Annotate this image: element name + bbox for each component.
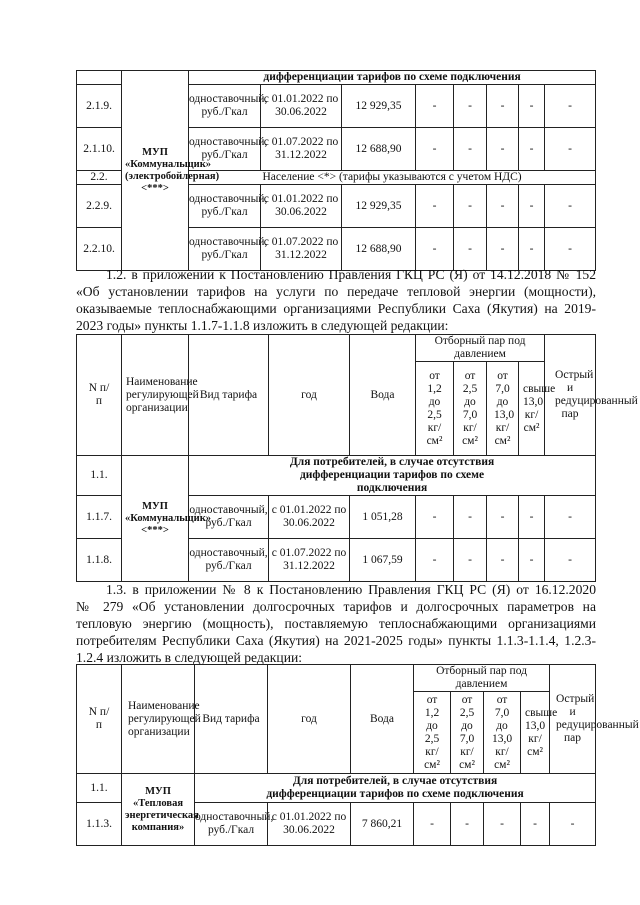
header-num: N п/п xyxy=(77,665,122,774)
header-steam-3: от 7,0 до 13,0 кг/см² xyxy=(487,362,519,456)
water-value: 1 051,28 xyxy=(350,496,416,539)
header-steam-1: от 1,2 до 2,5 кг/см² xyxy=(414,692,451,774)
tariff-type: одноставочный, руб./Гкал xyxy=(189,185,261,228)
cell-dash: - xyxy=(545,539,596,582)
header-steam-4: свыше 13,0 кг/см² xyxy=(521,692,550,774)
header-sharp-steam: Острый и редуцированный пар xyxy=(545,335,596,456)
water-value: 12 929,35 xyxy=(342,85,416,128)
text-line: тепловую энергию (мощность), поставляемую теплоснабжающими организациями xyxy=(76,616,596,631)
tariff-type: одноставочный, руб./Гкал xyxy=(189,128,261,171)
tariff-type: одноставочный, руб./Гкал xyxy=(195,803,268,846)
cell-empty xyxy=(77,71,122,85)
header-type: Вид тарифа xyxy=(195,665,268,774)
header-year: год xyxy=(269,335,350,456)
cell-dash: - xyxy=(454,185,487,228)
header-steam-4: свыше 13,0 кг/см² xyxy=(519,362,545,456)
cell-dash: - xyxy=(545,228,596,271)
row-num: 2.2.10. xyxy=(77,228,122,271)
row-num: 1.1.7. xyxy=(77,496,122,539)
header-steam-3: от 7,0 до 13,0 кг/см² xyxy=(484,692,521,774)
row-num: 2.1.10. xyxy=(77,128,122,171)
paragraph-1-2 xyxy=(76,266,596,334)
tariff-type: одноставочный, руб./Гкал xyxy=(189,496,269,539)
period: с 01.07.2022 по 31.12.2022 xyxy=(269,539,350,582)
text-line: 2023 годы» пункты 1.1.7-1.1.8 изложить в следующей редакции: xyxy=(76,318,449,333)
period: с 01.01.2022 по 30.06.2022 xyxy=(269,496,350,539)
consumer-label: Для потребителей, в случае отсутствия дифференциации тарифов по схеме подключения xyxy=(195,774,596,803)
paragraph-1-3 xyxy=(76,581,596,666)
cell-dash: - xyxy=(416,539,454,582)
header-sharp-steam: Острый и редуцированный пар xyxy=(550,665,596,774)
cell-dash: - xyxy=(454,228,487,271)
text-line: 1.3. в приложении № 8 к Постановлению Правления ГКЦ РС (Я) от 16.12.2020 xyxy=(106,582,596,597)
consumer-num: 1.1. xyxy=(77,456,122,496)
header-org: Наименование регулирующей организации xyxy=(122,335,189,456)
text-line: 1.2.4 изложить в следующей редакции: xyxy=(76,650,303,665)
cell-dash: - xyxy=(484,803,521,846)
cell-dash: - xyxy=(545,185,596,228)
cell-dash: - xyxy=(454,85,487,128)
period: с 01.07.2022 по 31.12.2022 xyxy=(261,228,342,271)
cell-dash: - xyxy=(519,85,545,128)
cell-dash: - xyxy=(416,496,454,539)
water-value: 12 688,90 xyxy=(342,128,416,171)
water-value: 12 929,35 xyxy=(342,185,416,228)
period: с 01.01.2022 по 30.06.2022 xyxy=(261,185,342,228)
cell-dash: - xyxy=(487,185,519,228)
cell-dash: - xyxy=(416,185,454,228)
tariff-type: одноставочный, руб./Гкал xyxy=(189,539,269,582)
header-org: Наименование регулирующей организации xyxy=(122,665,195,774)
cell-dash: - xyxy=(487,228,519,271)
header-steam-1: от 1,2 до 2,5 кг/см² xyxy=(416,362,454,456)
cell-dash: - xyxy=(550,803,596,846)
header-steam: Отборный пар под давлением xyxy=(414,665,550,692)
cell-dash: - xyxy=(416,85,454,128)
header-num: N п/п xyxy=(77,335,122,456)
org-name: МУП «Коммунальщик» <***> xyxy=(122,456,189,582)
text-line: «Об установлении тарифов на услуги по передаче тепловой энергии (мощности), xyxy=(76,284,596,299)
section-num: 2.2. xyxy=(77,171,122,185)
consumer-num: 1.1. xyxy=(77,774,122,803)
tariff-table-3 xyxy=(76,664,639,846)
cell-dash: - xyxy=(487,85,519,128)
org-name: МУП «Тепловая энергетическая компания» xyxy=(122,774,195,846)
cell-dash: - xyxy=(519,128,545,171)
tariff-type: одноставочный, руб./Гкал xyxy=(189,85,261,128)
cell-dash: - xyxy=(454,539,487,582)
text-line: 1.2. в приложении к Постановлению Правления ГКЦ РС (Я) от 14.12.2018 № 152 xyxy=(106,267,596,282)
header-steam-2: от 2,5 до 7,0 кг/см² xyxy=(454,362,487,456)
text-line: оказываемые теплоснабжающими организациями Республики Саха (Якутия) на 2019- xyxy=(76,301,596,316)
tariff-type: одноставочный, руб./Гкал xyxy=(189,228,261,271)
period: с 01.07.2022 по 31.12.2022 xyxy=(261,128,342,171)
cell-dash: - xyxy=(416,228,454,271)
cell-dash: - xyxy=(487,496,519,539)
consumer-label: Для потребителей, в случае отсутствия дифференциации тарифов по схеме подключения xyxy=(189,456,596,496)
cell-dash: - xyxy=(454,128,487,171)
text-line: потребителям Республики Саха (Якутия) на 2021-2025 годы» пункты 1.1.3-1.1.4, 1.2.3- xyxy=(76,633,596,648)
cell-dash: - xyxy=(519,496,545,539)
header-steam: Отборный пар под давлением xyxy=(416,335,545,362)
row-num: 1.1.8. xyxy=(77,539,122,582)
text-line: № 279 «Об установлении долгосрочных тарифов и долгосрочных параметров на xyxy=(76,599,596,614)
header-type: Вид тарифа xyxy=(189,335,269,456)
cell-dash: - xyxy=(487,128,519,171)
water-value: 7 860,21 xyxy=(351,803,414,846)
cell-dash: - xyxy=(414,803,451,846)
cell-dash: - xyxy=(416,128,454,171)
header-water: Вода xyxy=(351,665,414,774)
period: с 01.01.2022 по 30.06.2022 xyxy=(261,85,342,128)
section-label: Население <*> (тарифы указываются с учетом НДС) xyxy=(189,171,596,185)
cell-dash: - xyxy=(545,128,596,171)
cell-dash: - xyxy=(545,85,596,128)
cell-dash: - xyxy=(451,803,484,846)
row-num: 2.2.9. xyxy=(77,185,122,228)
row-num: 2.1.9. xyxy=(77,85,122,128)
cell-dash: - xyxy=(487,539,519,582)
header-year: год xyxy=(268,665,351,774)
row-num: 1.1.3. xyxy=(77,803,122,846)
cell-dash: - xyxy=(519,539,545,582)
cell-dash: - xyxy=(545,496,596,539)
cell-dash: - xyxy=(521,803,550,846)
org-name: МУП «Коммунальщик» (электробойлерная) <***> xyxy=(122,71,189,271)
period: с 01.01.2022 по 30.06.2022 xyxy=(268,803,351,846)
water-value: 1 067,59 xyxy=(350,539,416,582)
header-row: дифференциации тарифов по схеме подключения xyxy=(189,71,596,85)
cell-dash: - xyxy=(519,185,545,228)
header-steam-2: от 2,5 до 7,0 кг/см² xyxy=(451,692,484,774)
tariff-table-2 xyxy=(76,334,638,582)
cell-dash: - xyxy=(519,228,545,271)
tariff-table-1 xyxy=(76,70,596,271)
water-value: 12 688,90 xyxy=(342,228,416,271)
header-water: Вода xyxy=(350,335,416,456)
cell-dash: - xyxy=(454,496,487,539)
